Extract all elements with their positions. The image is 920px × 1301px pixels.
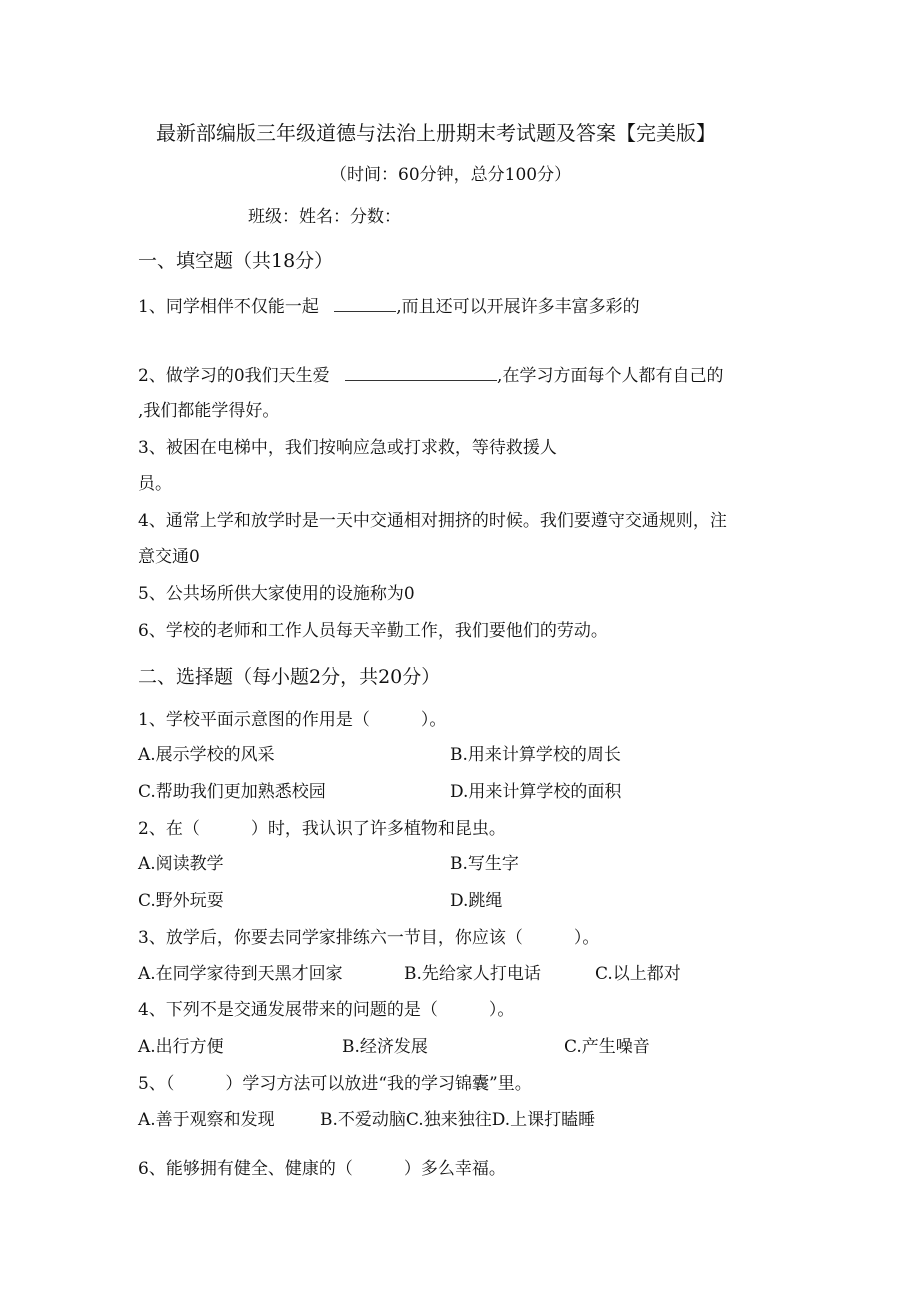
- choice-option-a: A.阅读教学: [138, 854, 224, 874]
- choice-options-b-c-d: B.不爱动脑C.独来独往D.上课打瞌睡: [320, 1110, 596, 1130]
- choice-question-2: 2、在（ ）时，我认识了许多植物和昆虫。: [138, 819, 506, 839]
- choice-option-c: C.帮助我们更加熟悉校园: [138, 782, 326, 802]
- choice-question-3: 3、放学后，你要去同学家排练六一节目，你应该（ ）。: [138, 928, 600, 948]
- section-heading-choice: 二、选择题（每小题2分，共20分）: [138, 666, 441, 688]
- answer-blank: [334, 295, 396, 312]
- answer-blank: [345, 364, 497, 381]
- question-text: ,而且还可以开展许多丰富多彩的: [396, 297, 640, 317]
- choice-option-d: D.跳绳: [450, 891, 503, 911]
- fill-question-3-continued: 员。: [138, 474, 172, 494]
- question-text: 1、同学相伴不仅能一起: [138, 297, 319, 317]
- fill-question-4: 4、通常上学和放学时是一天中交通相对拥挤的时候。我们要遵守交通规则，注: [138, 511, 727, 531]
- choice-question-5: 5、（ ）学习方法可以放进“我的学习锦囊”里。: [138, 1074, 532, 1094]
- choice-option-c: C.野外玩耍: [138, 891, 224, 911]
- fill-question-3: 3、被困在电梯中，我们按响应急或打求救，等待救援人: [138, 438, 557, 458]
- choice-option-c: C.以上都对: [595, 964, 681, 984]
- fill-question-2-continued: ,我们都能学得好。: [138, 401, 280, 421]
- info-line: 班级：姓名：分数：: [248, 207, 401, 227]
- document-title: 最新部编版三年级道德与法治上册期末考试题及答案【完美版】: [156, 121, 716, 145]
- question-text: 2、做学习的0我们天生爱: [138, 366, 330, 386]
- section-heading-fill-blank: 一、填空题（共18分）: [138, 250, 334, 272]
- choice-question-1: 1、学校平面示意图的作用是（ ）。: [138, 710, 447, 730]
- document-subtitle: （时间：60分钟，总分100分）: [330, 165, 572, 185]
- choice-question-4: 4、下列不是交通发展带来的问题的是（ ）。: [138, 1000, 515, 1020]
- choice-option-b: B.写生字: [450, 854, 519, 874]
- choice-option-d: D.用来计算学校的面积: [450, 782, 622, 802]
- fill-question-6: 6、学校的老师和工作人员每天辛勤工作，我们要他们的劳动。: [138, 621, 608, 641]
- choice-option-c: C.产生噪音: [564, 1037, 650, 1057]
- fill-question-4-continued: 意交通0: [138, 547, 200, 567]
- choice-option-a: A.善于观察和发现: [138, 1110, 275, 1130]
- fill-question-2: [138, 364, 723, 387]
- fill-question-5: 5、公共场所供大家使用的设施称为0: [138, 584, 415, 604]
- question-text: ,在学习方面每个人都有自己的: [497, 366, 724, 386]
- choice-option-a: A.展示学校的风采: [138, 745, 275, 765]
- choice-option-a: A.出行方便: [138, 1037, 224, 1057]
- choice-option-b: B.用来计算学校的周长: [450, 745, 621, 765]
- choice-option-a: A.在同学家待到天黑才回家: [138, 964, 343, 984]
- fill-question-1: [138, 295, 640, 318]
- choice-option-b: B.经济发展: [342, 1037, 428, 1057]
- choice-question-6: 6、能够拥有健全、健康的（ ）多么幸福。: [138, 1159, 506, 1179]
- choice-option-b: B.先给家人打电话: [404, 964, 541, 984]
